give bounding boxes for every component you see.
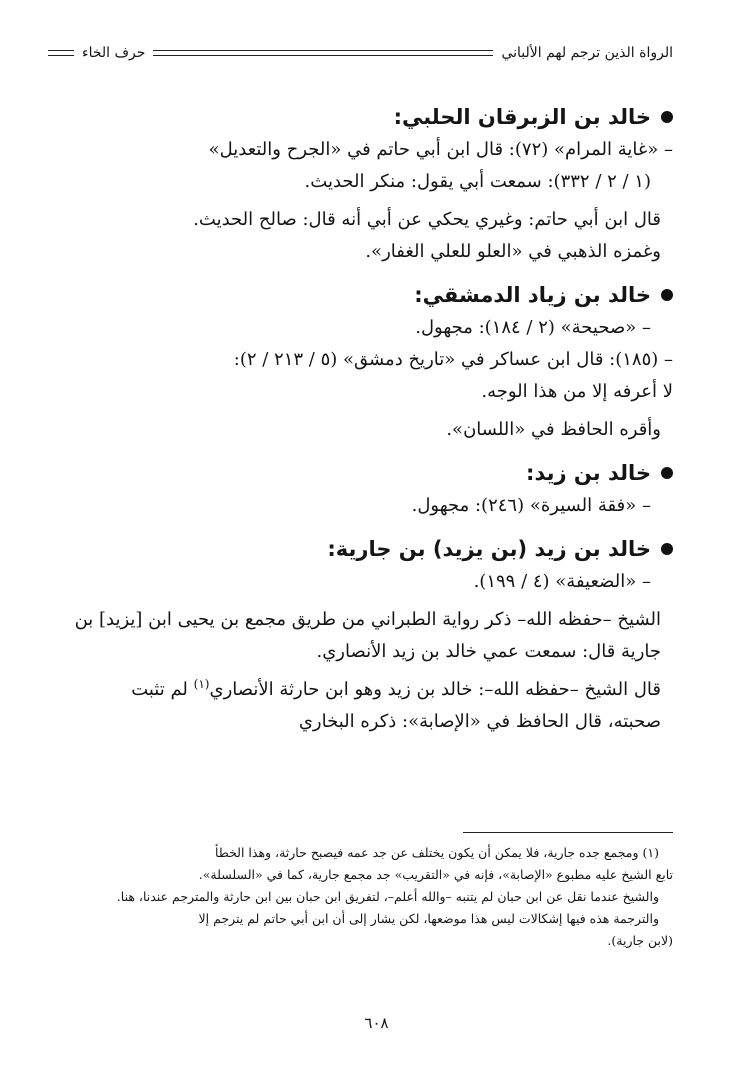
source-line: – (١٨٥): قال ابن عساكر في «تاريخ دمشق» (٥ / ٢١٣ / ٢): [233,349,673,370]
page-number: ٦٠٨ [364,1014,389,1032]
source-line: – «صحيحة» (٢ / ١٨٤): مجهول. [415,317,651,338]
footnote-separator [463,832,673,833]
commentary-paragraph: الشيخ –حفظه الله– ذكر رواية الطبراني من طريق مجمع بن يحيى ابن [يزيد] بن جارية قال: سمعت عمي خالد بن زيد الأنصاري. [74,609,661,662]
narrator-entry [73,100,673,268]
header-rule-short [48,50,74,56]
main-text [73,100,673,748]
commentary-paragraph: قال ابن أبي حاتم: وغيري يحكي عن أبي أنه قال: صالح الحديث. [193,209,661,230]
bullet-icon [661,289,673,301]
header-rule [153,50,493,56]
bullet-icon [661,543,673,555]
entry-heading [73,532,673,566]
narrator-name: خالد بن زيد (بن يزيد) بن جارية: [327,537,651,561]
footnote-line: والشيخ عندما نقل عن ابن حبان لم يتنبه –والله أعلم–، لتفريق ابن حبان بين ابن حارثة والمترجم عندنا، هنا. [116,889,659,904]
narrator-entry [73,278,673,446]
footnote-marker[interactable]: (١) [193,677,210,691]
commentary-paragraph: وأقره الحافظ في «اللسان». [446,419,661,440]
paragraph-text: قال الشيخ –حفظه الله–: خالد بن زيد وهو ابن حارثة الأنصاري [209,679,661,700]
source-line: لا أعرفه إلا من هذا الوجه. [481,381,673,402]
bullet-icon [661,467,673,479]
footnote-line: تابع الشيخ عليه مطبوع «الإصابة»، فإنه في «التقريب» جد مجمع جارية، كما في «السلسلة». [198,867,673,882]
narrator-entry [73,456,673,522]
source-line: – «غاية المرام» (٧٢): قال ابن أبي حاتم في «الجرح والتعديل» [208,139,673,160]
footnote-line: (١) ومجمع جده جارية، فلا يمكن أن يكون يختلف عن جد عمه فيصبح حارثة، وهذا الخطأ [215,845,659,860]
footnote-line: والترجمة هذه فيها إشكالات ليس هذا موضعها، لكن يشار إلى أن ابن أبي حاتم لم يترجم إلا [198,911,659,926]
footnotes [63,842,673,952]
book-title: الرواة الذين ترجم لهم الألباني [501,45,673,61]
bullet-icon [661,111,673,123]
entry-heading [73,456,673,490]
paragraph-text: لم تثبت صحبته، قال الحافظ في «الإصابة»: ذكره البخاري [131,679,661,732]
chapter-title: حرف الخاء [82,45,146,61]
entry-heading [73,278,673,312]
running-header [40,40,673,66]
commentary-paragraph: وغمزه الذهبي في «العلو للعلي الغفار». [365,241,661,262]
source-line: (١ / ٢ / ٣٣٢): سمعت أبي يقول: منكر الحديث. [304,171,651,192]
narrator-entry [73,532,673,738]
narrator-name: خالد بن زيد: [526,461,651,485]
footnote-line: (لابن جارية). [607,933,673,948]
commentary-paragraph [73,674,673,738]
entry-heading [73,100,673,134]
narrator-name: خالد بن الزبرقان الحلبي: [393,105,651,129]
source-line: – «الضعيفة» (٤ / ١٩٩). [473,571,651,592]
source-line: – «فقة السيرة» (٢٤٦): مجهول. [411,495,651,516]
narrator-name: خالد بن زياد الدمشقي: [414,283,651,307]
